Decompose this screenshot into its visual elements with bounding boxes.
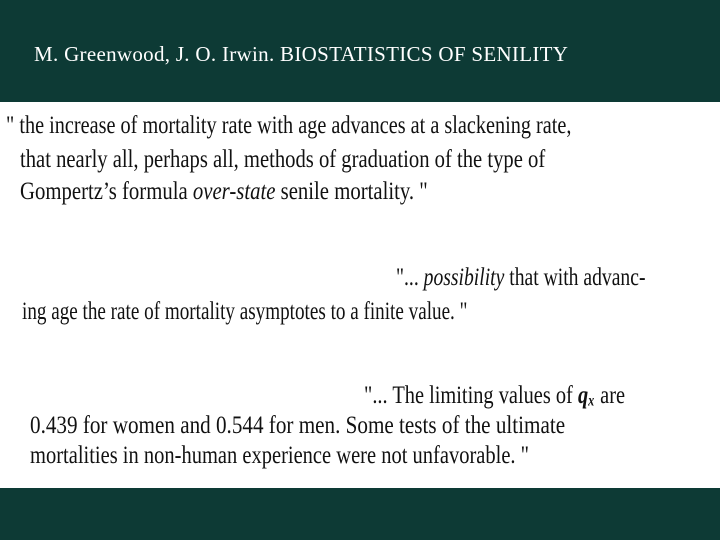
quote3-line1-start: "... The limiting values of: [364, 382, 578, 409]
quote3-line1-end: are: [595, 382, 626, 409]
quote2-line1: [396, 264, 645, 292]
quote1-line3-end: senile mortality. ": [275, 178, 428, 205]
quote2-line1-start: "...: [396, 264, 424, 291]
scanned-text-image: [0, 102, 720, 488]
title-bar: [0, 0, 720, 102]
quote1-emphasis: over-state: [192, 178, 276, 205]
slide-title: M. Greenwood, J. O. Irwin. BIOSTATISTICS OF SENILITY: [34, 42, 569, 66]
quote3-line2: 0.439 for women and 0.544 for men. Some tests of the ultimate: [30, 412, 566, 439]
quote3-symbol: qₓ: [577, 382, 596, 409]
quote2-line1-end: that with advanc-: [504, 264, 646, 291]
quote1-line3-start: Gompertz’s formula: [20, 178, 193, 205]
quote2-emphasis: possibility: [423, 264, 505, 291]
quote3-line1: [364, 382, 625, 410]
quote1-line2: that nearly all, perhaps all, methods of graduation of the type of: [20, 146, 546, 173]
quote2-line2: ing age the rate of mortality asymptotes to a finite value. ": [22, 298, 468, 325]
quote1-line3: [20, 178, 428, 206]
quote1-line1: " the increase of mortality rate with age advances at a slackening rate,: [6, 112, 572, 139]
quote3-line3: mortalities in non-human experience were not unfavorable. ": [30, 442, 530, 469]
bottom-bar: [0, 488, 720, 540]
